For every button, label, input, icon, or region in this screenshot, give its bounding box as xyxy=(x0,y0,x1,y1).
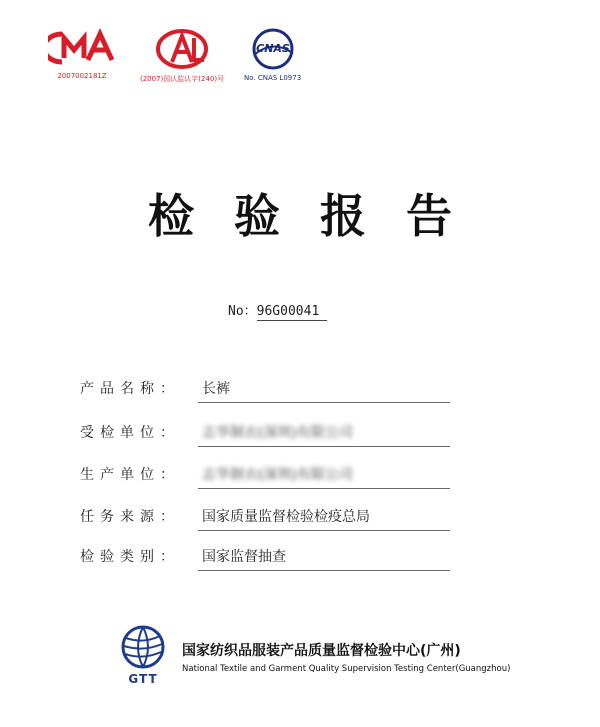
cnas-mark: CNAS xyxy=(255,42,290,55)
center-name-cn: 国家纺织品服装产品质量监督检验中心(广州) xyxy=(182,643,461,659)
report-number xyxy=(228,300,327,321)
gtt-globe-icon xyxy=(118,624,168,670)
cnas-logo xyxy=(244,28,301,82)
cnas-code: No. CNAS L0973 xyxy=(244,74,302,82)
field-label: 任务来源： xyxy=(80,509,180,525)
cal-code: (2007)国认监认字(240)号 xyxy=(140,75,225,83)
field-value-blurred xyxy=(198,422,450,447)
report-number-value: 96G00041 xyxy=(257,304,328,321)
page-title: 检验报告 xyxy=(148,189,492,243)
field-value: 国家质量监督检验检疫总局 xyxy=(198,506,450,531)
field-value: 长裤 xyxy=(198,378,450,403)
field-task-source xyxy=(80,506,450,530)
cnas-logo-icon xyxy=(245,28,301,70)
field-inspected-unit xyxy=(80,422,450,446)
field-label: 生产单位： xyxy=(80,467,180,483)
report-number-label: No： xyxy=(228,304,257,319)
redacted-text: 志华制衣(深圳)有限公司 xyxy=(202,467,353,483)
redacted-text: 志华制衣(深圳)有限公司 xyxy=(202,425,353,441)
field-label: 受检单位： xyxy=(80,425,180,441)
field-production-unit xyxy=(80,464,450,488)
field-product-name xyxy=(80,378,450,402)
field-label: 检验类别： xyxy=(80,549,180,565)
cal-logo xyxy=(140,28,224,84)
cal-logo-icon xyxy=(152,28,212,70)
cma-logo xyxy=(48,28,116,80)
cma-code: 2007002181Z xyxy=(57,72,107,80)
field-label: 产品名称： xyxy=(80,381,180,397)
field-inspection-type xyxy=(80,546,450,570)
field-value-blurred xyxy=(198,464,450,489)
cma-logo-icon xyxy=(48,28,116,68)
gtt-logo xyxy=(118,624,168,686)
gtt-logo-text: GTT xyxy=(128,672,158,686)
center-name-en: National Textile and Garment Quality Supervision Testing Center(Guangzhou) xyxy=(182,664,511,674)
field-value: 国家监督抽查 xyxy=(198,546,450,571)
